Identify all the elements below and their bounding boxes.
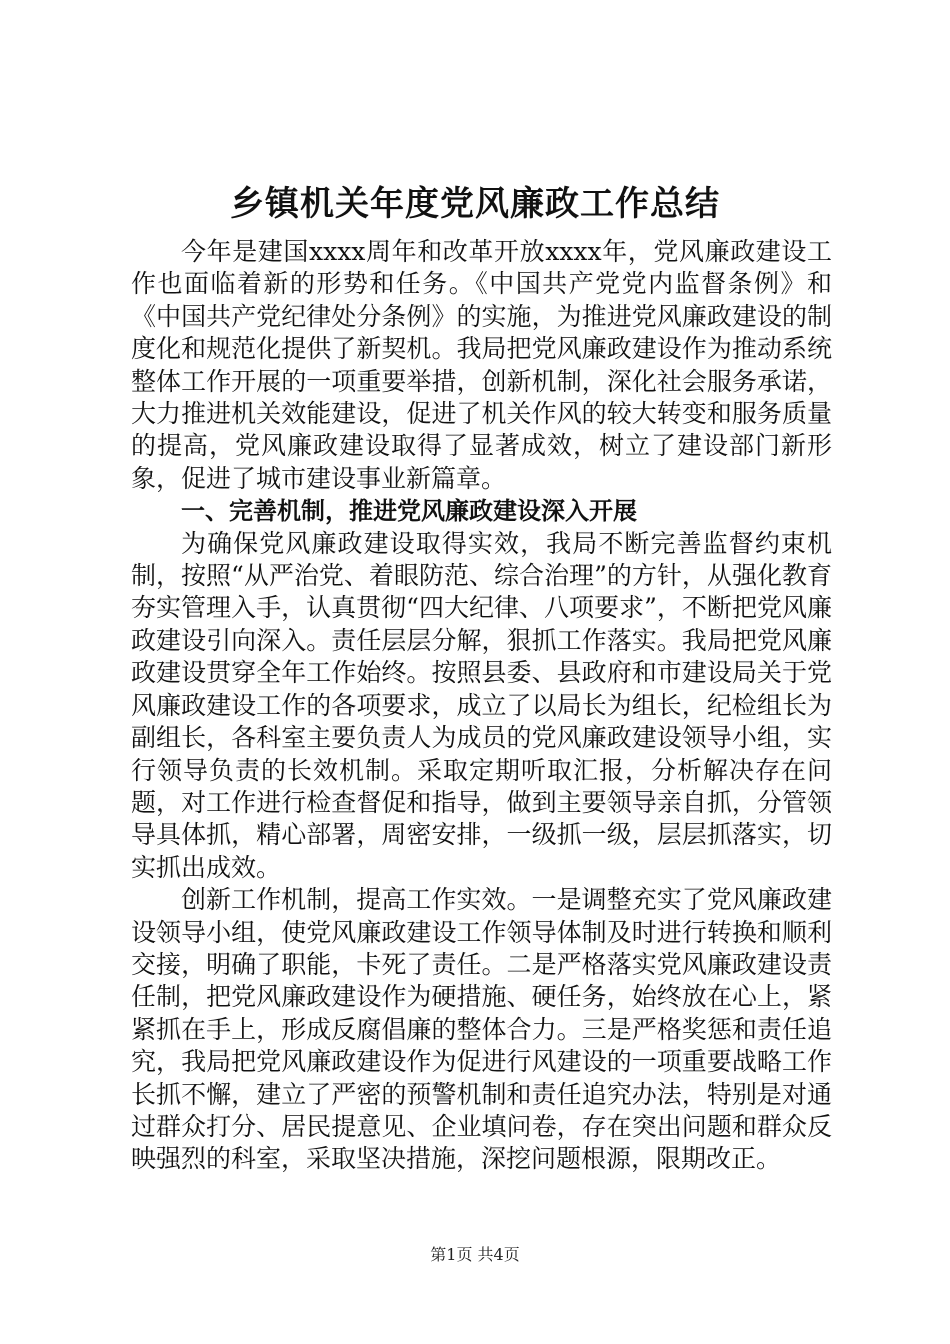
document-title: 乡镇机关年度党风廉政工作总结 — [230, 184, 720, 224]
section-paragraph-2: 创新工作机制，提高工作实效。一是调整充实了党风廉政建设领导小组，使党风廉政建设工作领导体制及时进行转换和顺利交接，明确了职能，卡死了责任。二是严格落实党风廉政建设责任制，把党风廉政建设作为硬措施、硬任务，始终放在心上，紧紧抓在手上，形成反腐倡廉的整体合力。三是严格奖惩和责任追究，我局把党风廉政建设作为促进行风建设的一项重要战略工作长抓不懈，建立了严密的预警机制和责任追究办法，特别是对通过群众打分、居民提意见、企业填问卷，存在突出问题和群众反映强烈的科室，采取坚决措施，深挖问题根源，限期改正。 — [131, 885, 832, 1174]
section-heading: 一、完善机制，推进党风廉政建设深入开展 — [181, 497, 637, 526]
section-paragraph-1: 为确保党风廉政建设取得实效，我局不断完善监督约束机制，按照“从严治党、着眼防范、综合治理”的方针，从强化教育夯实管理入手，认真贯彻“四大纪律、八项要求”，不断把党风廉政建设引向深入。责任层层分解，狠抓工作落实。我局把党风廉政建设贯穿全年工作始终。按照县委、县政府和市建设局关于党风廉政建设工作的各项要求，成立了以局长为组长，纪检组长为副组长，各科室主要负责人为成员的党风廉政建设领导小组，实行领导负责的长效机制。采取定期听取汇报，分析解决存在问题，对工作进行检查督促和指导，做到主要领导亲自抓，分管领导具体抓，精心部署，周密安排，一级抓一级，层层抓落实，切实抓出成效。 — [131, 528, 832, 882]
page-number-footer: 第1页 共4页 — [430, 1245, 520, 1264]
intro-paragraph: 今年是建国xxxx周年和改革开放xxxx年，党风廉政建设工作也面临着新的形势和任务。《中国共产党党内监督条例》和《中国共产党纪律处分条例》的实施，为推进党风廉政建设的制度化和规范化提供了新契机。我局把党风廉政建设作为推动系统整体工作开展的一项重要举措，创新机制，深化社会服务承诺，大力推进机关效能建设，促进了机关作风的较大转变和服务质量的提高，党风廉政建设取得了显著成效，树立了建设部门新形象，促进了城市建设事业新篇章。 — [131, 237, 832, 493]
document-body — [131, 236, 832, 1176]
